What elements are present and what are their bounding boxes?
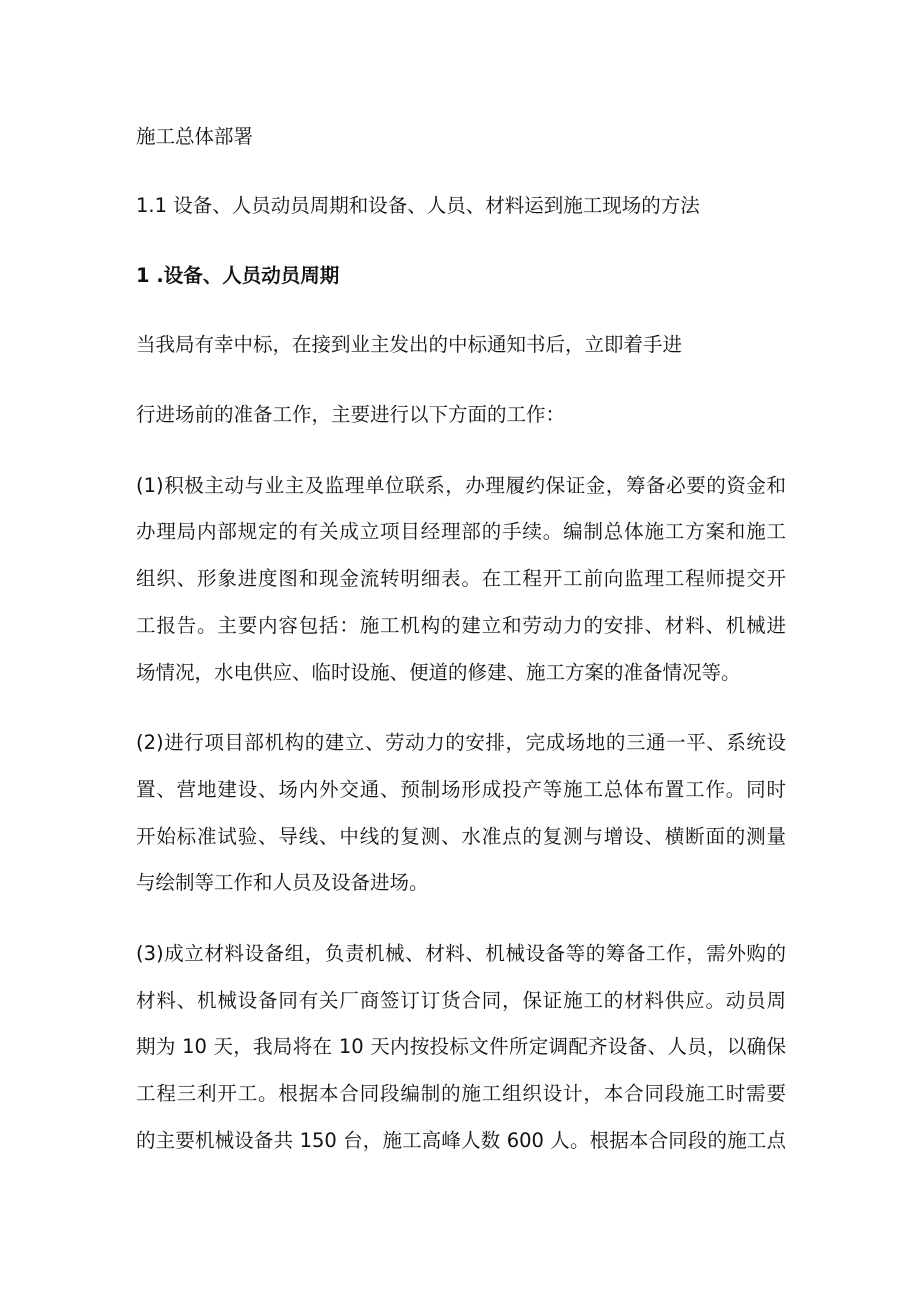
- intro-line: 行进场前的准备工作，主要进行以下方面的工作：: [136, 403, 566, 426]
- section-heading: 1.1 设备、人员动员周期和设备、人员、材料运到施工现场的方法: [136, 194, 700, 217]
- paragraph-2-line: (2)进行项目部机构的建立、劳动力的安排，完成场地的三通一平、系统设: [136, 731, 786, 754]
- paragraph-1-line: 场情况，水电供应、临时设施、便道的修建、施工方案的准备情况等。: [136, 661, 741, 684]
- paragraph-1-line: 工报告。主要内容包括：施工机构的建立和劳动力的安排、材料、机械进: [136, 614, 786, 637]
- subsection-heading: 1 .设备、人员动员周期: [136, 264, 340, 287]
- paragraph-2-line: 置、营地建设、场内外交通、预制场形成投产等施工总体布置工作。同时: [136, 778, 786, 801]
- paragraph-1-line: 组织、形象进度图和现金流转明细表。在工程开工前向监理工程师提交开: [136, 567, 786, 590]
- paragraph-3-line: 期为 10 天，我局将在 10 天内按投标文件所定调配齐设备、人员，以确保: [136, 1035, 786, 1058]
- paragraph-1-line: (1)积极主动与业主及监理单位联系，办理履约保证金，筹备必要的资金和: [136, 474, 786, 497]
- paragraph-3-line: 材料、机械设备同有关厂商签订订货合同，保证施工的材料供应。动员周: [136, 989, 786, 1012]
- paragraph-3-line: 的主要机械设备共 150 台，施工高峰人数 600 人。根据本合同段的施工点: [136, 1129, 786, 1152]
- document-title: 施工总体部署: [136, 125, 254, 148]
- paragraph-3-line: (3)成立材料设备组，负责机械、材料、机械设备等的筹备工作，需外购的: [136, 942, 786, 965]
- paragraph-2-line: 开始标准试验、导线、中线的复测、水准点的复测与增设、横断面的测量: [136, 825, 786, 848]
- paragraph-2-line: 与绘制等工作和人员及设备进场。: [136, 871, 429, 894]
- paragraph-3-line: 工程三利开工。根据本合同段编制的施工组织设计，本合同段施工时需要: [136, 1082, 786, 1105]
- paragraph-1-line: 办理局内部规定的有关成立项目经理部的手续。编制总体施工方案和施工: [136, 520, 786, 543]
- intro-line: 当我局有幸中标，在接到业主发出的中标通知书后，立即着手进: [136, 333, 683, 356]
